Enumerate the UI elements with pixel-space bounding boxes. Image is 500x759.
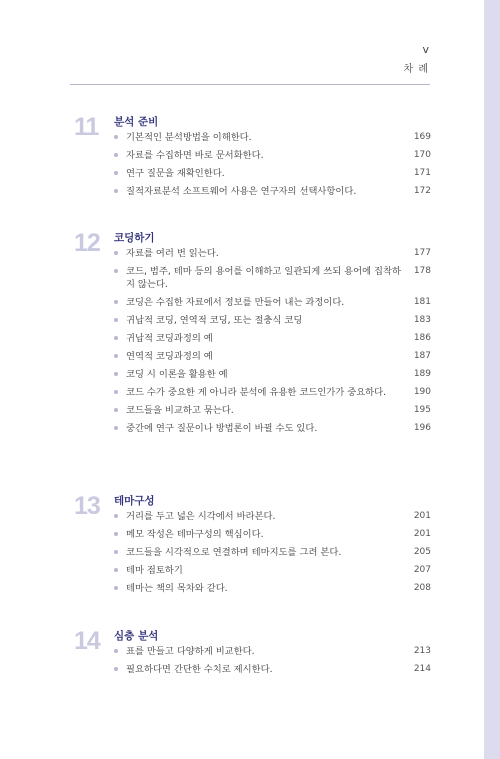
toc-entry[interactable] — [114, 131, 431, 144]
chapter-number: 14 — [74, 627, 100, 655]
toc-entry[interactable] — [114, 663, 431, 676]
bullet-dot-icon — [114, 426, 118, 430]
bullet-dot-icon — [114, 568, 118, 572]
toc-entry[interactable] — [114, 350, 431, 363]
bullet-dot-icon — [114, 408, 118, 412]
entry-text: 코드들을 비교하고 묶는다. — [126, 405, 234, 416]
bullet-dot-icon — [114, 318, 118, 322]
bullet-dot-icon — [114, 269, 118, 273]
bullet-dot-icon — [114, 667, 118, 671]
entry-page: 190 — [413, 387, 431, 397]
entry-page: 207 — [413, 565, 431, 575]
toc-entry[interactable] — [114, 386, 431, 399]
entry-text: 표를 만들고 다양하게 비교한다. — [126, 646, 255, 657]
entry-page: 187 — [413, 351, 431, 361]
entry-text: 자료를 수집하면 바로 문서화한다. — [126, 150, 264, 161]
chapter-14 — [74, 627, 431, 681]
chapter-13 — [74, 492, 431, 600]
entry-page: 178 — [413, 266, 431, 276]
entry-page: 205 — [413, 547, 431, 557]
bullet-dot-icon — [114, 171, 118, 175]
entry-text: 귀납적 코딩, 연역적 코딩, 또는 절충식 코딩 — [126, 315, 303, 326]
toc-entry[interactable] — [114, 167, 431, 180]
bullet-dot-icon — [114, 153, 118, 157]
bullet-dot-icon — [114, 300, 118, 304]
toc-entry[interactable] — [114, 265, 431, 291]
toc-entry[interactable] — [114, 404, 431, 417]
chapter-number: 13 — [74, 492, 100, 520]
entry-text: 코딩 시 이론을 활용한 예 — [126, 369, 228, 380]
bullet-dot-icon — [114, 550, 118, 554]
entry-text: 코딩은 수집한 자료에서 정보를 만들어 내는 과정이다. — [126, 297, 345, 308]
entry-text: 귀납적 코딩과정의 예 — [126, 333, 213, 344]
entry-page: 214 — [413, 664, 431, 674]
toc-entry[interactable] — [114, 546, 431, 559]
entry-text: 코드들을 시각적으로 연결하며 테마지도를 그려 본다. — [126, 547, 342, 558]
entry-page: 183 — [413, 315, 431, 325]
bullet-dot-icon — [114, 372, 118, 376]
bullet-dot-icon — [114, 649, 118, 653]
toc-entry[interactable] — [114, 510, 431, 523]
chapter-number: 11 — [74, 113, 99, 141]
chapter-title: 코딩하기 — [114, 232, 155, 244]
bullet-dot-icon — [114, 390, 118, 394]
bullet-dot-icon — [114, 189, 118, 193]
toc-entry[interactable] — [114, 185, 431, 198]
chapter-title: 심층 분석 — [114, 630, 159, 642]
entry-page: 213 — [413, 646, 431, 656]
entry-text: 질적자료분석 소프트웨어 사용은 연구자의 선택사항이다. — [126, 186, 357, 197]
entry-text: 코드 수가 중요한 게 아니라 분석에 유용한 코드인가가 중요하다. — [126, 387, 387, 398]
entry-page: 201 — [413, 511, 431, 521]
entry-page: 195 — [413, 405, 431, 415]
toc-entry[interactable] — [114, 247, 431, 260]
page-header — [404, 44, 430, 75]
toc-entry[interactable] — [114, 645, 431, 658]
chapter-number: 12 — [74, 229, 100, 257]
bullet-dot-icon — [114, 251, 118, 255]
header-divider — [70, 84, 430, 85]
chapter-title: 분석 준비 — [114, 116, 159, 128]
entry-text: 연역적 코딩과정의 예 — [126, 351, 213, 362]
toc-entry[interactable] — [114, 528, 431, 541]
entry-text: 테마 점토하기 — [126, 565, 183, 576]
entry-page: 172 — [413, 186, 431, 196]
side-edge-bar — [484, 0, 500, 759]
entry-text: 거리를 두고 넓은 시각에서 바라본다. — [126, 511, 276, 522]
entry-list — [114, 645, 431, 676]
entry-text: 필요하다면 간단한 수치로 제시한다. — [126, 664, 273, 675]
toc-entry[interactable] — [114, 422, 431, 435]
chapter-title: 테마구성 — [114, 495, 155, 507]
page-number: v — [422, 43, 429, 56]
entry-page: 201 — [413, 529, 431, 539]
toc-entry[interactable] — [114, 314, 431, 327]
entry-page: 171 — [413, 168, 431, 178]
entry-page: 169 — [413, 132, 431, 142]
entry-text: 자료를 여러 번 읽는다. — [126, 248, 219, 259]
chapter-12 — [74, 229, 431, 440]
entry-text: 코드, 범주, 테마 등의 용어를 이해하고 일관되게 쓰되 용어에 집착하지 않는다. — [126, 266, 401, 290]
entry-list — [114, 247, 431, 435]
entry-list — [114, 131, 431, 198]
toc-entry[interactable] — [114, 368, 431, 381]
toc-entry[interactable] — [114, 582, 431, 595]
bullet-dot-icon — [114, 135, 118, 139]
bullet-dot-icon — [114, 586, 118, 590]
toc-entry[interactable] — [114, 332, 431, 345]
entry-text: 기본적인 분석방법을 이해한다. — [126, 132, 252, 143]
entry-page: 170 — [413, 150, 431, 160]
bullet-dot-icon — [114, 532, 118, 536]
bullet-dot-icon — [114, 336, 118, 340]
bullet-dot-icon — [114, 514, 118, 518]
bullet-dot-icon — [114, 354, 118, 358]
entry-text: 연구 질문을 재확인한다. — [126, 168, 225, 179]
entry-page: 196 — [413, 423, 431, 433]
section-title: 차 례 — [403, 64, 429, 75]
toc-entry[interactable] — [114, 564, 431, 577]
chapter-11 — [74, 113, 431, 203]
entry-page: 186 — [413, 333, 431, 343]
entry-page: 189 — [413, 369, 431, 379]
entry-page: 208 — [413, 583, 431, 593]
entry-text: 테마는 책의 목차와 같다. — [126, 583, 228, 594]
toc-entry[interactable] — [114, 149, 431, 162]
entry-page: 177 — [413, 248, 431, 258]
entry-list — [114, 510, 431, 595]
entry-text: 중간에 연구 질문이나 방법론이 바뀔 수도 있다. — [126, 423, 318, 434]
entry-text: 메모 작성은 테마구성의 핵심이다. — [126, 529, 264, 540]
toc-entry[interactable] — [114, 296, 431, 309]
entry-page: 181 — [413, 297, 431, 307]
